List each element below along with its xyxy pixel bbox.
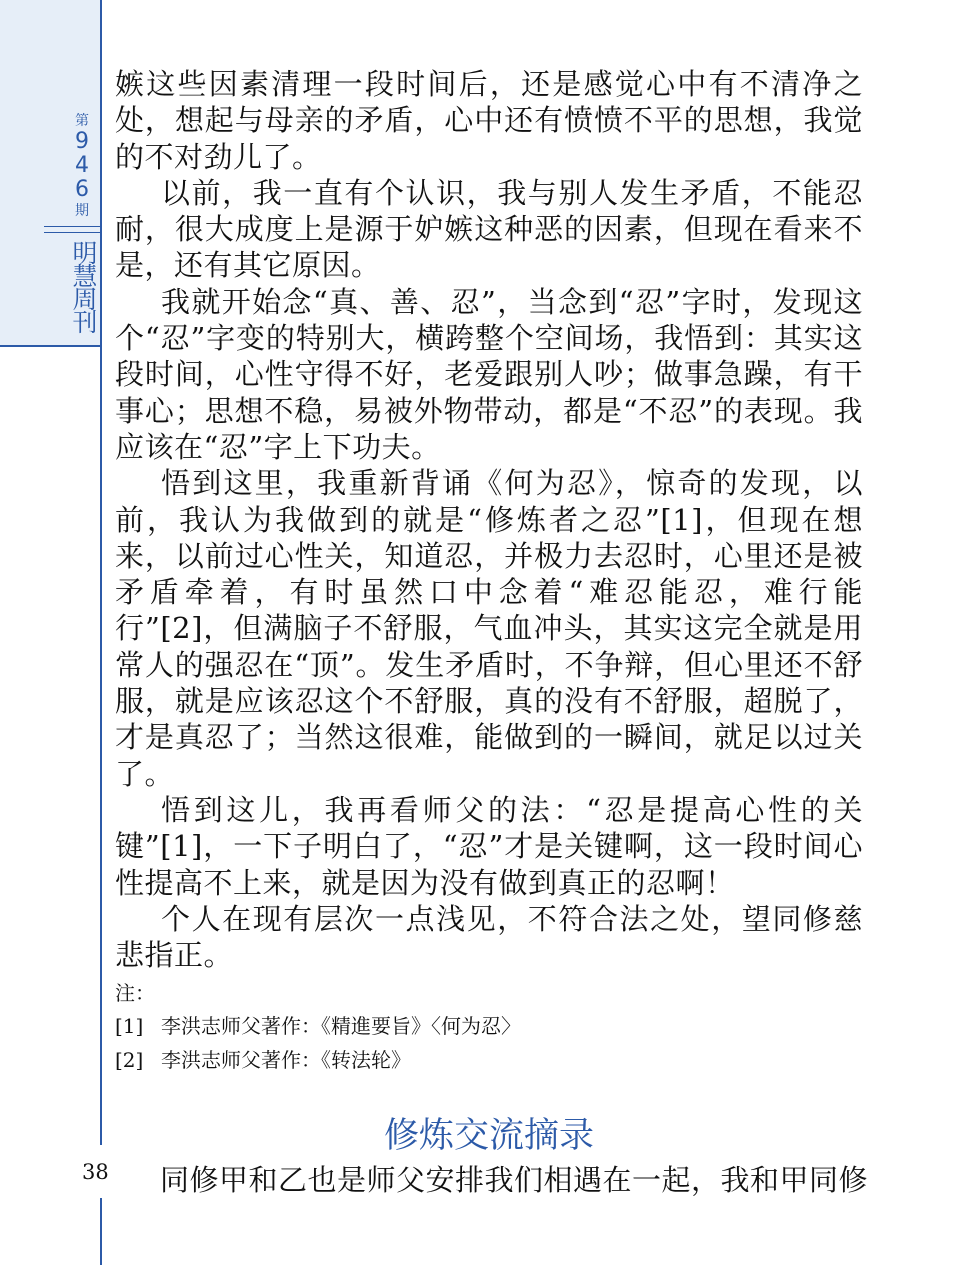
footnote <box>115 1009 863 1043</box>
paragraph: 悟到这里，我重新背诵《何为忍》，惊奇的发现，以前，我认为我做到的就是“修炼者之忍”[1]，但现在想来，以前过心性关，知道忍，并极力去忍时，心里还是被矛盾牵着，有时虽然口中念着“难忍能忍，难行能行”[2]，但满脑子不舒服，气血冲头，其实这完全就是用常人的强忍在“顶”。发生矛盾时，不争辩，但心里还不舒服，就是应该忍这个不舒服，真的没有不舒服，超脱了，才是真忍了；当然这很难，能做到的一瞬间，就足以过关了。 <box>115 466 863 791</box>
footnote <box>115 1043 863 1077</box>
issue-number <box>60 112 104 220</box>
footnotes-heading: 注： <box>115 981 155 1006</box>
paragraph: 嫉这些因素清理一段时间后，还是感觉心中有不清净之处，想起与母亲的矛盾，心中还有愤愤不平的思想，我觉的不对劲儿了。 <box>115 67 863 174</box>
footnote-number: [1] <box>115 1014 144 1039</box>
magazine-char: 明 <box>72 239 98 268</box>
sidebar <box>0 0 102 1265</box>
magazine-char: 刊 <box>72 308 98 337</box>
issue-digit: 6 <box>75 177 89 202</box>
issue-digit: 4 <box>75 153 89 178</box>
footnote-number: [2] <box>115 1048 144 1073</box>
paragraph: 悟到这儿，我再看师父的法：“忍是提高心性的关键”[1]，一下子明白了，“忍”才是关键啊，这一段时间心性提高不上来，就是因为没有做到真正的忍啊！ <box>115 792 863 900</box>
footnote-text: 李洪志师父著作：《精進要旨》〈何为忍〉 <box>161 1014 521 1039</box>
magazine-char: 周 <box>72 285 98 314</box>
page-number: 38 <box>82 1160 109 1184</box>
article-body <box>115 66 863 1077</box>
issue-prefix: 第 <box>75 113 89 129</box>
paragraph: 以前，我一直有个认识，我与别人发生矛盾，不能忍耐，很大成度上是源于妒嫉这种恶的因素，但现在看来不是，还有其它原因。 <box>115 175 863 283</box>
footnotes <box>115 977 863 1077</box>
sidebar-divider <box>44 226 102 227</box>
paragraph: 我就开始念“真、善、忍”，当念到“忍”字时，发现这个“忍”字变的特别大，横跨整个空间场，我悟到：其实这段时间，心性守得不好，老爱跟别人吵；做事急躁，有干事心；思想不稳，易被外物带动，都是“不忍”的表现。我应该在“忍”字上下功夫。 <box>115 284 863 464</box>
next-article-first-line: 同修甲和乙也是师父安排我们相遇在一起，我和甲同修 <box>160 1163 869 1197</box>
section-title: 修炼交流摘录 <box>383 1116 594 1156</box>
sidebar-rule <box>100 345 102 1145</box>
issue-suffix: 期 <box>75 203 89 219</box>
magazine-name <box>68 239 102 337</box>
paragraph: 个人在现有层次一点浅见，不符合法之处，望同修慈悲指正。 <box>115 901 863 973</box>
magazine-char: 慧 <box>72 262 98 291</box>
sidebar-rule-lower <box>100 1198 102 1265</box>
footnote-text: 李洪志师父著作：《转法轮》 <box>161 1048 411 1073</box>
sidebar-divider <box>44 232 102 233</box>
issue-digit: 9 <box>75 129 89 154</box>
